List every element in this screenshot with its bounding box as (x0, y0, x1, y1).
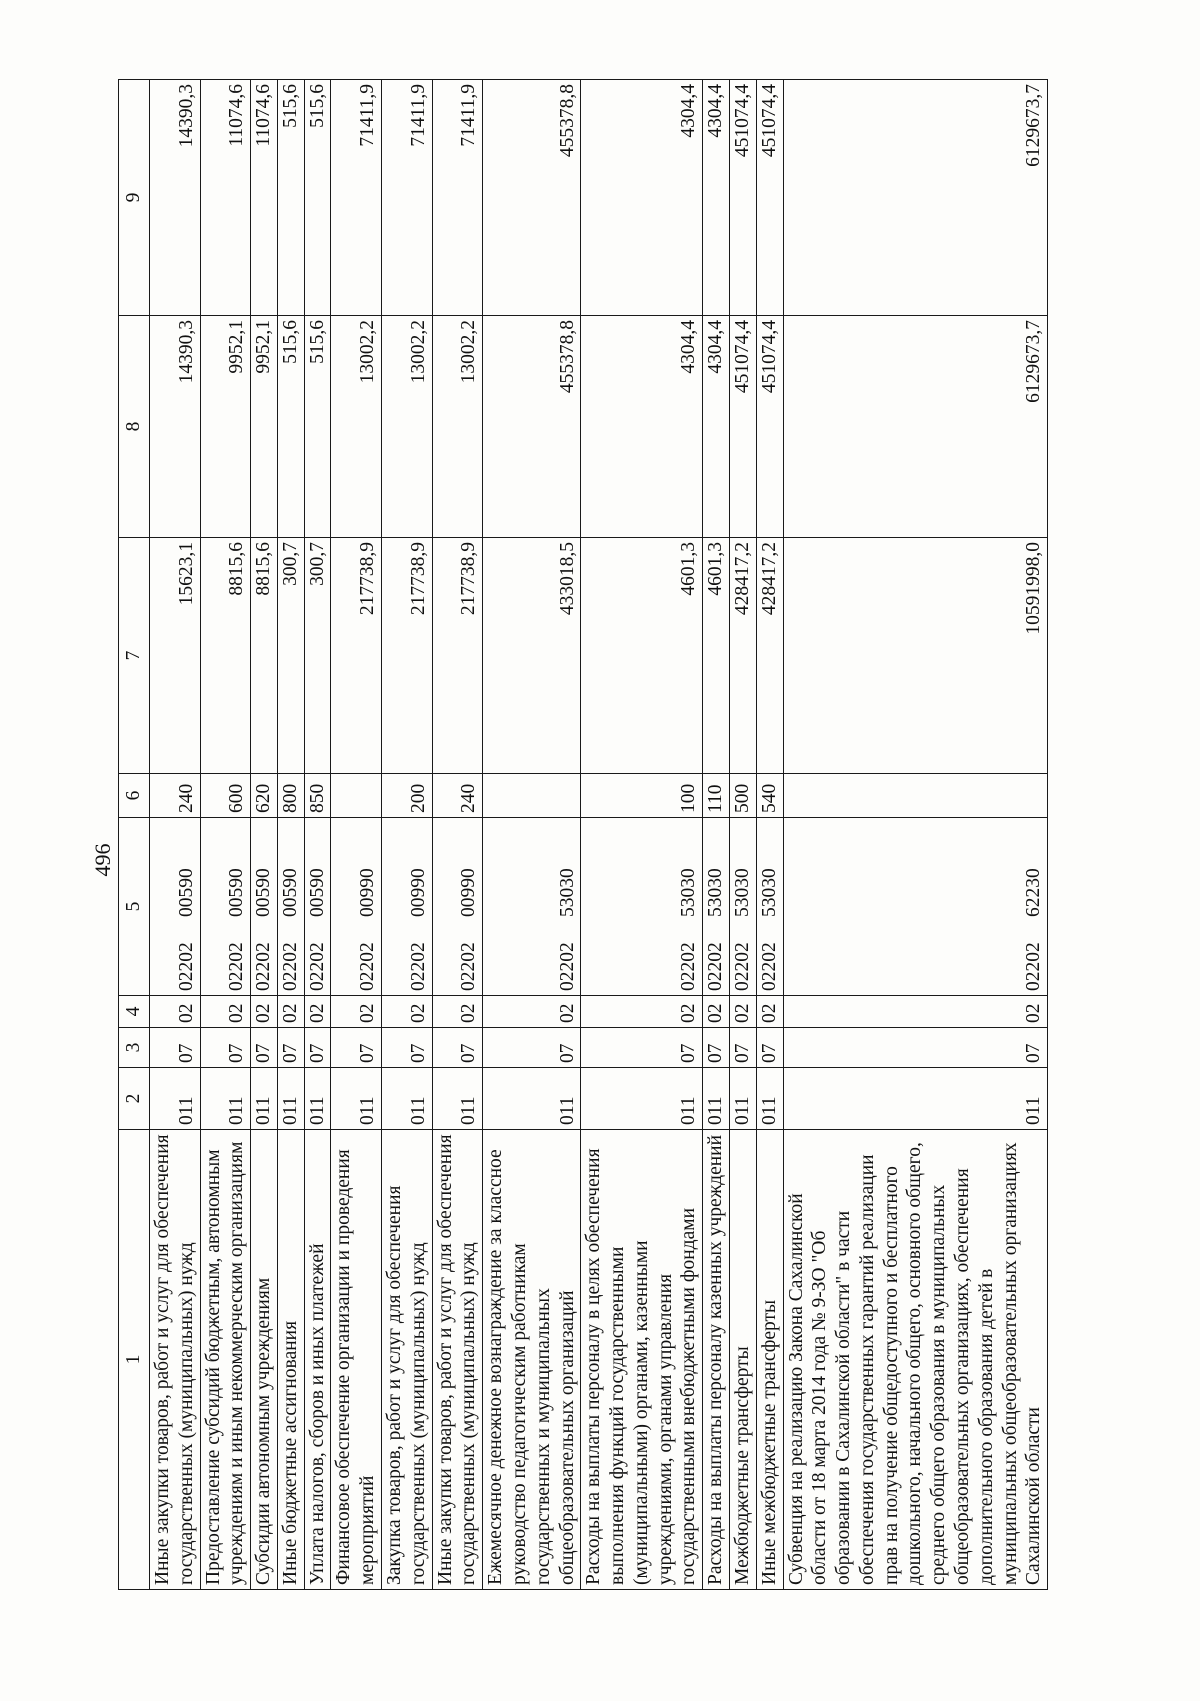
row-subsection-code: 02 (703, 996, 730, 1028)
table-row (483, 80, 581, 1590)
table-row (200, 80, 251, 1590)
row-subsection-code: 02 (382, 996, 433, 1028)
row-program-code: 02202 (306, 942, 328, 991)
row-amount-col8: 14390,3 (150, 316, 201, 538)
row-program-code: 02202 (705, 942, 727, 991)
row-admin-code: 011 (756, 1068, 783, 1130)
row-amount-col7: 8815,6 (200, 538, 251, 774)
row-amount-col8: 515,6 (304, 316, 331, 538)
row-amount-col9: 11074,6 (200, 80, 251, 316)
row-admin-code: 011 (150, 1068, 201, 1130)
row-program-code: 02202 (279, 942, 301, 991)
table-row (783, 80, 1048, 1590)
row-expense-type: 240 (150, 774, 201, 818)
row-amount-col7: 300,7 (304, 538, 331, 774)
row-direction-code: 62230 (1023, 868, 1045, 917)
row-direction-code: 00990 (357, 868, 379, 917)
row-amount-col7: 300,7 (277, 538, 304, 774)
row-program-code: 02202 (357, 942, 379, 991)
row-program-code: 02202 (678, 942, 700, 991)
column-header-3: 3 (119, 1028, 150, 1068)
row-description: Иные закупки товаров, работ и услуг для обеспечения государственных (муниципальных) нужд (150, 1130, 201, 1590)
row-section-code: 07 (483, 1028, 581, 1068)
rotated-content (90, 80, 1135, 1590)
table-row (756, 80, 783, 1590)
row-direction-code: 00590 (279, 868, 301, 917)
row-amount-col9: 451074,4 (756, 80, 783, 316)
row-expense-type: 200 (382, 774, 433, 818)
row-direction-code: 00590 (175, 868, 197, 917)
row-amount-col8: 515,6 (277, 316, 304, 538)
row-subsection-code: 02 (483, 996, 581, 1028)
row-amount-col9: 515,6 (304, 80, 331, 316)
row-subsection-code: 02 (331, 996, 382, 1028)
column-header-7: 7 (119, 538, 150, 774)
table-row (382, 80, 433, 1590)
header-row (119, 80, 150, 1590)
row-program-code: 02202 (226, 942, 248, 991)
table-header (119, 80, 150, 1590)
row-description: Иные бюджетные ассигнования (277, 1130, 304, 1590)
row-subsection-code: 02 (277, 996, 304, 1028)
row-description: Финансовое обеспечение организации и проведения мероприятий (331, 1130, 382, 1590)
row-amount-col7: 428417,2 (729, 538, 756, 774)
table-row (277, 80, 304, 1590)
row-amount-col9: 11074,6 (251, 80, 278, 316)
row-target-article (483, 818, 581, 996)
row-amount-col9: 71411,9 (382, 80, 433, 316)
row-target-article (200, 818, 251, 996)
row-description: Субвенция на реализацию Закона Сахалинской области от 18 марта 2014 года № 9-ЗО "Об образовании в Сахалинской области" в части обеспечения государственных гарантий реализации прав на получение общедоступного и бесплатного дошкольного, начального общего, основного общего, среднего общего образования в муниципальных общеобразовательных организациях, обеспечения дополнительного образования детей в муниципальных общеобразовательных организациях Сахалинской области (783, 1130, 1048, 1590)
row-expense-type (331, 774, 382, 818)
row-amount-col9: 14390,3 (150, 80, 201, 316)
column-header-2: 2 (119, 1068, 150, 1130)
row-subsection-code: 02 (251, 996, 278, 1028)
row-direction-code: 00590 (306, 868, 328, 917)
row-section-code: 07 (251, 1028, 278, 1068)
row-amount-col9: 515,6 (277, 80, 304, 316)
row-section-code: 07 (581, 1028, 703, 1068)
row-direction-code: 00590 (226, 868, 248, 917)
row-description: Расходы на выплаты персоналу казенных учреждений (703, 1130, 730, 1590)
row-program-code: 02202 (175, 942, 197, 991)
row-program-code: 02202 (407, 942, 429, 991)
row-section-code: 07 (382, 1028, 433, 1068)
column-header-9: 9 (119, 80, 150, 316)
row-amount-col7: 217738,9 (382, 538, 433, 774)
row-section-code: 07 (200, 1028, 251, 1068)
row-program-code: 02202 (253, 942, 275, 991)
row-amount-col7: 433018,5 (483, 538, 581, 774)
row-section-code: 07 (277, 1028, 304, 1068)
row-admin-code: 011 (729, 1068, 756, 1130)
row-subsection-code: 02 (783, 996, 1048, 1028)
row-expense-type (783, 774, 1048, 818)
row-amount-col7: 10591998,0 (783, 538, 1048, 774)
row-description: Расходы на выплаты персоналу в целях обеспечения выполнения функций государственными (муниципальными) органами, казенными учреждениями, органами управления государственными внебюджетными фондами (581, 1130, 703, 1590)
row-expense-type: 600 (200, 774, 251, 818)
row-subsection-code: 02 (432, 996, 483, 1028)
row-direction-code: 00990 (458, 868, 480, 917)
row-target-article (756, 818, 783, 996)
row-subsection-code: 02 (729, 996, 756, 1028)
row-expense-type: 540 (756, 774, 783, 818)
row-target-article (382, 818, 433, 996)
row-admin-code: 011 (251, 1068, 278, 1130)
row-amount-col8: 4304,4 (703, 316, 730, 538)
row-program-code: 02202 (1023, 942, 1045, 991)
column-header-1: 1 (119, 1130, 150, 1590)
row-direction-code: 53030 (556, 868, 578, 917)
row-program-code: 02202 (458, 942, 480, 991)
row-target-article (729, 818, 756, 996)
row-program-code: 02202 (731, 942, 753, 991)
row-amount-col9: 6129673,7 (783, 80, 1048, 316)
page-number: 496 (90, 843, 115, 877)
row-target-article (432, 818, 483, 996)
row-description: Иные межбюджетные трансферты (756, 1130, 783, 1590)
row-amount-col9: 71411,9 (331, 80, 382, 316)
row-description: Закупка товаров, работ и услуг для обеспечения государственных (муниципальных) нужд (382, 1130, 433, 1590)
row-amount-col7: 217738,9 (331, 538, 382, 774)
row-subsection-code: 02 (150, 996, 201, 1028)
row-direction-code: 00590 (253, 868, 275, 917)
row-expense-type: 110 (703, 774, 730, 818)
row-description: Иные закупки товаров, работ и услуг для обеспечения государственных (муниципальных) нужд (432, 1130, 483, 1590)
row-amount-col8: 9952,1 (200, 316, 251, 538)
row-target-article (277, 818, 304, 996)
table-row (304, 80, 331, 1590)
row-amount-col9: 4304,4 (581, 80, 703, 316)
row-amount-col8: 4304,4 (581, 316, 703, 538)
table-row (581, 80, 703, 1590)
row-amount-col7: 8815,6 (251, 538, 278, 774)
row-admin-code: 011 (304, 1068, 331, 1130)
row-direction-code: 00990 (407, 868, 429, 917)
table-row (729, 80, 756, 1590)
row-target-article (783, 818, 1048, 996)
row-target-article (304, 818, 331, 996)
row-amount-col8: 451074,4 (729, 316, 756, 538)
row-amount-col7: 4601,3 (581, 538, 703, 774)
row-subsection-code: 02 (200, 996, 251, 1028)
row-program-code: 02202 (758, 942, 780, 991)
row-program-code: 02202 (556, 942, 578, 991)
row-admin-code: 011 (581, 1068, 703, 1130)
row-section-code: 07 (729, 1028, 756, 1068)
row-amount-col7: 428417,2 (756, 538, 783, 774)
row-admin-code: 011 (277, 1068, 304, 1130)
row-admin-code: 011 (432, 1068, 483, 1130)
row-amount-col8: 13002,2 (331, 316, 382, 538)
row-direction-code: 53030 (758, 868, 780, 917)
row-section-code: 07 (756, 1028, 783, 1068)
row-amount-col9: 451074,4 (729, 80, 756, 316)
row-description: Субсидии автономным учреждениям (251, 1130, 278, 1590)
row-amount-col9: 455378,8 (483, 80, 581, 316)
row-description: Межбюджетные трансферты (729, 1130, 756, 1590)
row-admin-code: 011 (783, 1068, 1048, 1130)
row-section-code: 07 (304, 1028, 331, 1068)
table-row (150, 80, 201, 1590)
column-header-6: 6 (119, 774, 150, 818)
row-target-article (581, 818, 703, 996)
row-description: Ежемесячное денежное вознаграждение за классное руководство педагогическим работникам государственных и муниципальных общеобразовательных организаций (483, 1130, 581, 1590)
row-amount-col8: 451074,4 (756, 316, 783, 538)
row-amount-col7: 217738,9 (432, 538, 483, 774)
column-header-4: 4 (119, 996, 150, 1028)
row-expense-type (483, 774, 581, 818)
row-subsection-code: 02 (581, 996, 703, 1028)
row-direction-code: 53030 (731, 868, 753, 917)
row-target-article (331, 818, 382, 996)
row-admin-code: 011 (703, 1068, 730, 1130)
row-section-code: 07 (783, 1028, 1048, 1068)
row-subsection-code: 02 (756, 996, 783, 1028)
row-amount-col8: 13002,2 (382, 316, 433, 538)
column-header-8: 8 (119, 316, 150, 538)
row-expense-type: 620 (251, 774, 278, 818)
row-target-article (150, 818, 201, 996)
row-amount-col8: 9952,1 (251, 316, 278, 538)
row-section-code: 07 (432, 1028, 483, 1068)
column-header-5: 5 (119, 818, 150, 996)
row-amount-col8: 13002,2 (432, 316, 483, 538)
row-subsection-code: 02 (304, 996, 331, 1028)
row-description: Уплата налогов, сборов и иных платежей (304, 1130, 331, 1590)
row-amount-col7: 4601,3 (703, 538, 730, 774)
row-admin-code: 011 (331, 1068, 382, 1130)
row-expense-type: 800 (277, 774, 304, 818)
row-amount-col9: 4304,4 (703, 80, 730, 316)
row-amount-col9: 71411,9 (432, 80, 483, 316)
row-amount-col8: 6129673,7 (783, 316, 1048, 538)
row-section-code: 07 (703, 1028, 730, 1068)
row-target-article (703, 818, 730, 996)
row-section-code: 07 (150, 1028, 201, 1068)
table-body (150, 80, 1048, 1590)
row-expense-type: 850 (304, 774, 331, 818)
row-target-article (251, 818, 278, 996)
row-expense-type: 100 (581, 774, 703, 818)
table-row (703, 80, 730, 1590)
row-description: Предоставление субсидий бюджетным, автономным учреждениям и иным некоммерческим организациям (200, 1130, 251, 1590)
table-row (432, 80, 483, 1590)
row-admin-code: 011 (382, 1068, 433, 1130)
row-direction-code: 53030 (678, 868, 700, 917)
row-admin-code: 011 (483, 1068, 581, 1130)
row-amount-col7: 15623,1 (150, 538, 201, 774)
table-row (251, 80, 278, 1590)
row-expense-type: 240 (432, 774, 483, 818)
row-section-code: 07 (331, 1028, 382, 1068)
row-amount-col8: 455378,8 (483, 316, 581, 538)
row-direction-code: 53030 (705, 868, 727, 917)
budget-table (118, 79, 1048, 1590)
table-row (331, 80, 382, 1590)
row-admin-code: 011 (200, 1068, 251, 1130)
row-expense-type: 500 (729, 774, 756, 818)
